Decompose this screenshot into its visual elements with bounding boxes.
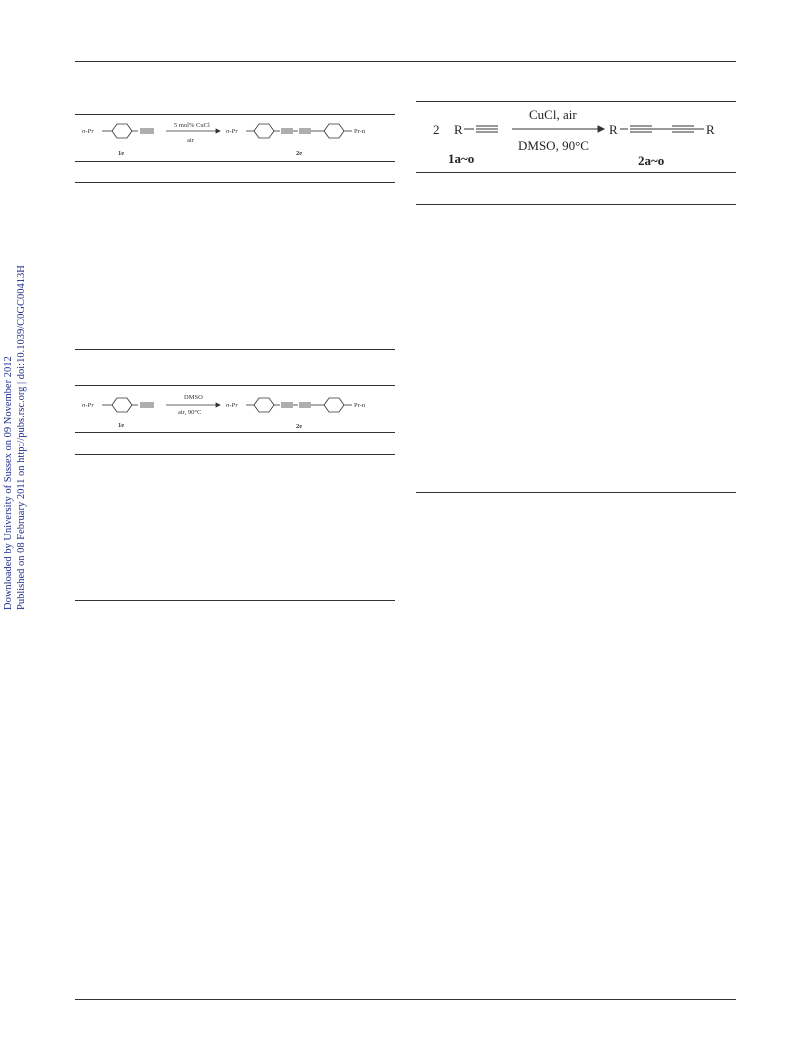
table3-header-rule-1	[416, 172, 736, 173]
table3-reagent: CuCl, air	[529, 107, 577, 122]
table3-product-label: 2a~o	[638, 153, 665, 168]
table2-product-right-substituent: Pr-n	[354, 402, 366, 409]
table1-top-rule	[75, 114, 395, 115]
table3-coefficient: 2	[433, 122, 440, 137]
watermark-download-line: Downloaded by University of Sussex on 09 November 2012	[3, 356, 14, 610]
table2-bottom-rule	[75, 600, 395, 601]
table3-scheme-drawing	[420, 104, 732, 170]
table1-header-rule-1	[75, 161, 395, 162]
table2-product-left-substituent: n-Pr	[226, 402, 238, 409]
table1-product-left-substituent: n-Pr	[226, 128, 238, 135]
table3-reactant-group: R	[454, 122, 463, 137]
header-rule	[75, 61, 736, 62]
table2-top-rule	[75, 385, 395, 386]
table1-left-substituent: n-Pr	[82, 128, 94, 135]
table3-top-rule	[416, 101, 736, 102]
table3-product-left-group: R	[609, 122, 618, 137]
table3-header-rule-2	[416, 204, 736, 205]
table3-condition: DMSO, 90°C	[518, 138, 589, 153]
table2-header-rule-2	[75, 454, 395, 455]
table2-condition: air, 90°C	[178, 409, 202, 416]
table1-product-label: 2e	[296, 150, 303, 157]
table2-reagent: DMSO	[184, 394, 203, 401]
table1-reaction-scheme	[80, 117, 390, 161]
table2-reaction-scheme	[80, 388, 390, 432]
table2-reactant-label: 1e	[118, 422, 125, 429]
table1-bottom-rule	[75, 349, 395, 350]
table3-product-right-group: R	[706, 122, 715, 137]
table1-reagent: 5 mol% CuCl	[174, 122, 210, 129]
table2-product-label: 2e	[296, 423, 303, 430]
table3-bottom-rule	[416, 492, 736, 493]
table1-product-right-substituent: Pr-n	[354, 128, 366, 135]
table2-scheme-drawing	[80, 388, 390, 432]
footer-rule	[75, 999, 736, 1000]
table1-header-rule-2	[75, 182, 395, 183]
table1-condition: air	[187, 137, 194, 144]
table2-header-rule-1	[75, 432, 395, 433]
table3-reactant-label: 1a~o	[448, 151, 475, 166]
watermark-published-line: Published on 08 February 2011 on http://pubs.rsc.org | doi:10.1039/C0GC00413H	[16, 265, 27, 610]
table1-reactant-label: 1e	[118, 150, 125, 157]
table2-left-substituent: n-Pr	[82, 402, 94, 409]
table3-reaction-scheme	[420, 104, 732, 170]
table1-scheme-drawing	[80, 117, 390, 161]
download-watermark	[2, 250, 42, 610]
